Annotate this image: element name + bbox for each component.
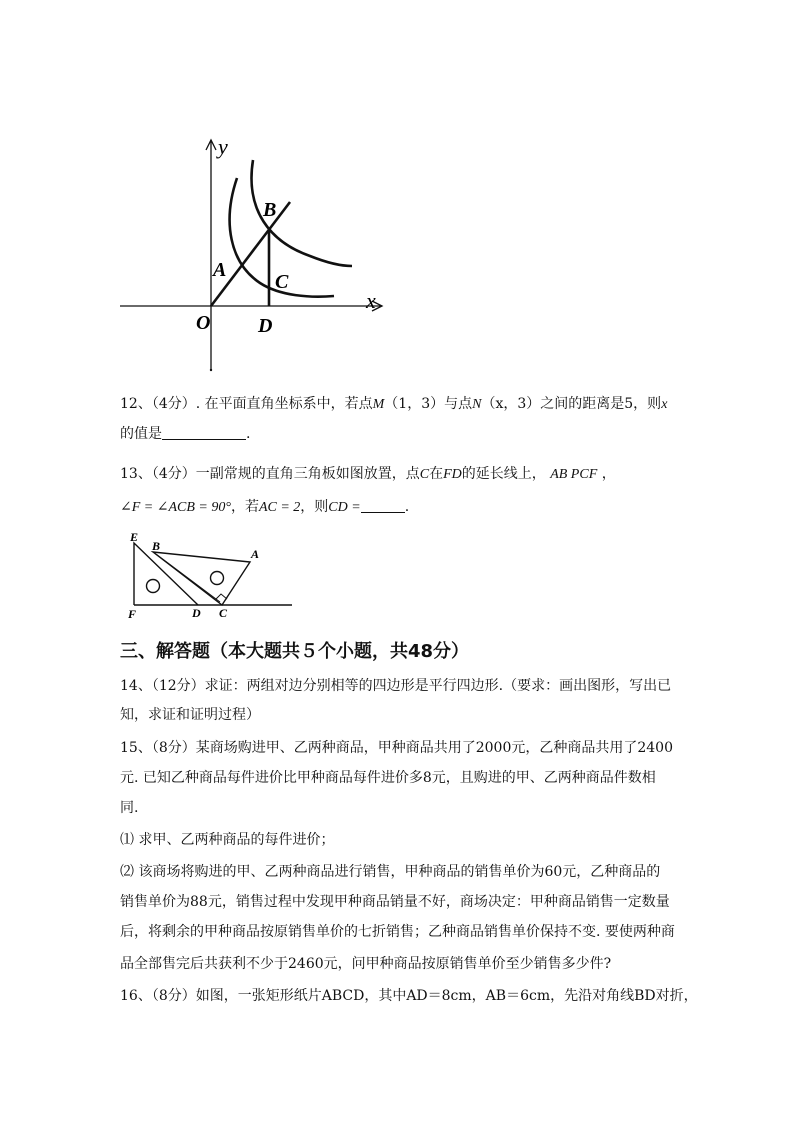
hole-circle — [147, 580, 160, 593]
label-O: O — [196, 312, 211, 334]
figure-set-squares — [120, 530, 300, 622]
label-y: y — [218, 134, 228, 159]
q12-line1: 12、（4分）. 在平面直角坐标系中，若点M（1，3）与点N（x，3）之间的距离是5，则x — [120, 396, 668, 412]
q13-line1: 13、（4分）一副常规的直角三角板如图放置，点C在FD的延长线上， AB PCF ， — [120, 466, 616, 482]
figure-hyperbola-graph — [110, 130, 400, 380]
label-C: C — [275, 271, 289, 293]
q15-line3: 同. — [120, 800, 139, 816]
label-B: B — [263, 199, 277, 221]
q15-line5: ⑵ 该商场将购进的甲、乙两种商品进行销售，甲种商品的销售单价为60元，乙种商品的 — [120, 864, 661, 880]
q14-line1: 14、（12分）求证：两组对边分别相等的四边形是平行四边形.（要求：画出图形，写出已 — [120, 678, 672, 694]
q12-line2: 的值是 . — [120, 426, 251, 442]
q15-line7: 后，将剩余的甲种商品按原销售单价的七折销售；乙种商品销售单价保持不变. 要使两种商 — [120, 924, 675, 940]
section-heading: 三、解答题（本大题共５个小题，共48分） — [120, 641, 470, 662]
q15-line8: 品全部售完后共获利不少于2460元，问甲种商品按原销售单价至少销售多少件? — [120, 956, 612, 972]
triangle-EFD — [134, 543, 198, 605]
q13-line2: ∠F = ∠ACB = 90°，若AC = 2，则CD = . — [120, 499, 410, 515]
label-D: D — [192, 606, 201, 620]
label-x: x — [366, 288, 376, 313]
q15-line2: 元. 已知乙种商品每件进价比甲种商品每件进价多8元，且购进的甲、乙两种商品件数相 — [120, 770, 656, 786]
label-A: A — [213, 259, 227, 281]
q15-line1: 15、（8分）某商场购进甲、乙两种商品，甲种商品共用了2000元，乙种商品共用了2400 — [120, 740, 673, 756]
label-D: D — [258, 315, 273, 337]
label-A: A — [251, 547, 260, 561]
label-F: F — [128, 607, 137, 621]
label-C: C — [219, 606, 228, 620]
q15-line4: ⑴ 求甲、乙两种商品的每件进价； — [120, 832, 335, 848]
answer-blank[interactable] — [361, 498, 405, 513]
label-E: E — [130, 530, 139, 544]
triangle-ABC — [153, 552, 250, 605]
hole-circle — [211, 572, 224, 585]
label-B: B — [152, 539, 161, 553]
q15-line6: 销售单价为88元，销售过程中发现甲种商品销量不好，商场决定：甲种商品销售一定数量 — [120, 894, 670, 910]
answer-blank[interactable] — [162, 425, 246, 440]
q14-line2: 知，求证和证明过程） — [120, 707, 260, 723]
q16-line1: 16、（8分）如图，一张矩形纸片ABCD，其中AD＝8cm，AB＝6cm，先沿对角线BD对折， — [120, 988, 698, 1004]
